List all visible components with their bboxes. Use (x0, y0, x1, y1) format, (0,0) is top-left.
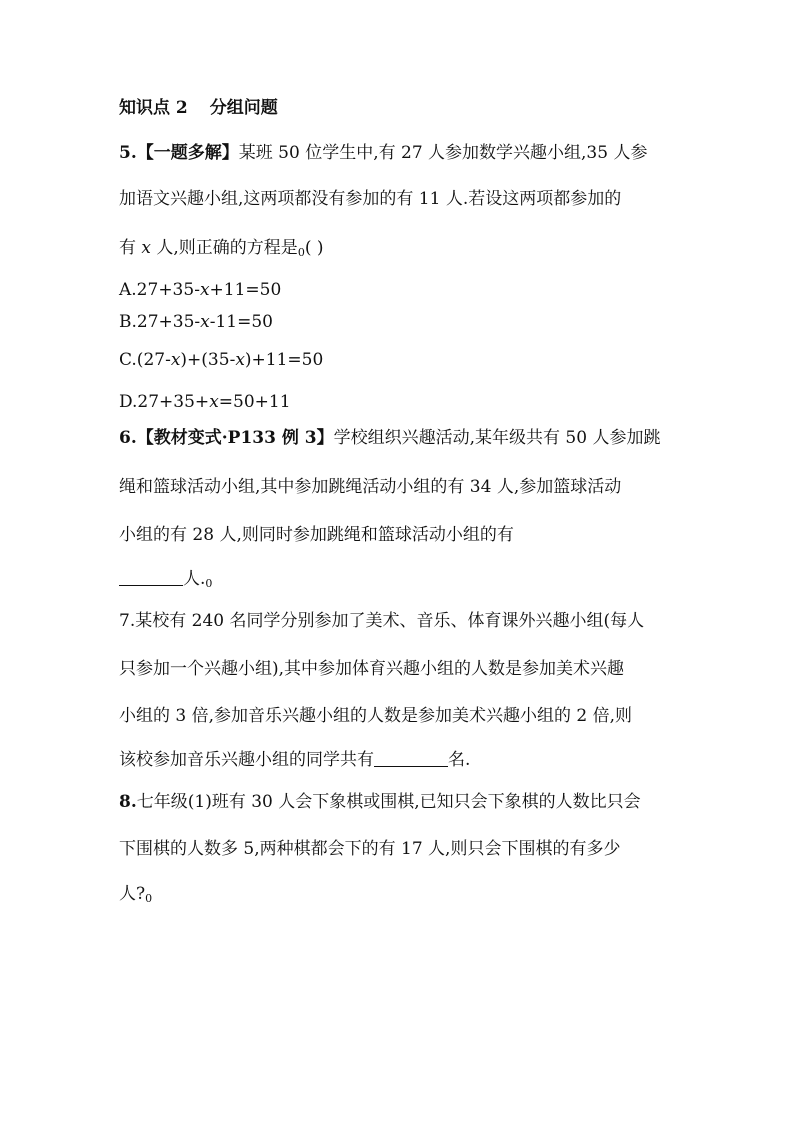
q8-text-3: 人? (119, 884, 146, 904)
option-c-part3: )+11=50 (244, 350, 324, 370)
q6-number: 6. (119, 428, 137, 448)
option-b-var: x (200, 312, 210, 332)
option-d-var: x (209, 392, 219, 412)
q5-marker: 0 (297, 246, 305, 259)
q5-answer-paren: ( ) (304, 238, 324, 258)
q8-line-1 (119, 791, 641, 813)
q7-line-3 (119, 705, 632, 727)
q5-text-1: 某班 50 位学生中,有 27 人参加数学兴趣小组,35 人参 (238, 143, 648, 163)
q5-tag: 【一题多解】 (136, 143, 239, 163)
q6-marker: 0 (205, 577, 213, 590)
q6-answer-blank[interactable] (119, 569, 183, 586)
q6-text-4: 人. (183, 569, 206, 589)
q8-number: 8. (119, 792, 137, 812)
option-b-part2: -11=50 (209, 312, 274, 332)
option-c-part2: )+(35- (180, 350, 236, 370)
q7-answer-blank[interactable] (374, 750, 448, 767)
q8-text-2: 下围棋的人数多 5,两种棋都会下的有 17 人,则只会下围棋的有多少 (119, 839, 621, 859)
q8-line-2 (119, 838, 620, 860)
q6-line-3 (119, 524, 514, 546)
q5-number: 5. (119, 143, 137, 163)
q8-line-3 (119, 883, 152, 910)
q7-text-1: 7.某校有 240 名同学分别参加了美术、音乐、体育课外兴趣小组(每人 (119, 611, 645, 631)
option-d-part2: =50+11 (218, 392, 291, 412)
section-title: 分组问题 (209, 98, 278, 118)
q5-line-2 (119, 188, 621, 210)
q6-text-1: 学校组织兴趣活动,某年级共有 50 人参加跳 (333, 428, 661, 448)
q5-line-3 (119, 237, 323, 264)
option-a-part2: +11=50 (209, 280, 282, 300)
option-c-var1: x (170, 350, 181, 370)
q7-line-4 (119, 749, 470, 771)
option-a-var: x (199, 280, 210, 300)
q6-text-2: 绳和篮球活动小组,其中参加跳绳活动小组的有 34 人,参加篮球活动 (119, 477, 622, 497)
option-c-var2: x (235, 350, 245, 370)
option-c-part1: C.(27- (119, 350, 171, 370)
q5-line-1 (119, 142, 647, 164)
q6-line-4 (119, 568, 212, 595)
q6-line-2 (119, 476, 621, 498)
option-b-part1: B.27+35- (119, 312, 201, 332)
q5-variable-x: x (141, 238, 151, 258)
section-label: 知识点 2 (119, 98, 188, 118)
q7-line-2 (119, 658, 624, 680)
q8-marker: 0 (145, 892, 153, 905)
q7-line-1 (119, 610, 644, 632)
q5-text-3b: 人,则正确的方程是 (151, 238, 298, 258)
q6-tag: 【教材变式·P133 例 3】 (136, 428, 334, 448)
q8-text-1: 七年级(1)班有 30 人会下象棋或围棋,已知只会下象棋的人数比只会 (136, 792, 641, 812)
q6-text-3: 小组的有 28 人,则同时参加跳绳和篮球活动小组的有 (119, 525, 514, 545)
q5-text-3a: 有 (119, 238, 142, 258)
option-d-part1: D.27+35+ (119, 392, 210, 412)
q7-text-3: 小组的 3 倍,参加音乐兴趣小组的人数是参加美术兴趣小组的 2 倍,则 (119, 706, 633, 726)
q5-option-c (119, 349, 323, 371)
section-heading (119, 97, 278, 119)
q7-text-4b: 名. (448, 750, 471, 770)
option-a-part1: A.27+35- (119, 280, 200, 300)
q5-option-a (119, 279, 281, 301)
q7-text-2: 只参加一个兴趣小组),其中参加体育兴趣小组的人数是参加美术兴趣 (119, 659, 625, 679)
q5-text-2: 加语文兴趣小组,这两项都没有参加的有 11 人.若设这两项都参加的 (119, 189, 622, 209)
q7-text-4a: 该校参加音乐兴趣小组的同学共有 (119, 750, 374, 770)
q5-option-b (119, 311, 273, 333)
q5-option-d (119, 391, 291, 413)
q6-line-1 (119, 427, 660, 449)
